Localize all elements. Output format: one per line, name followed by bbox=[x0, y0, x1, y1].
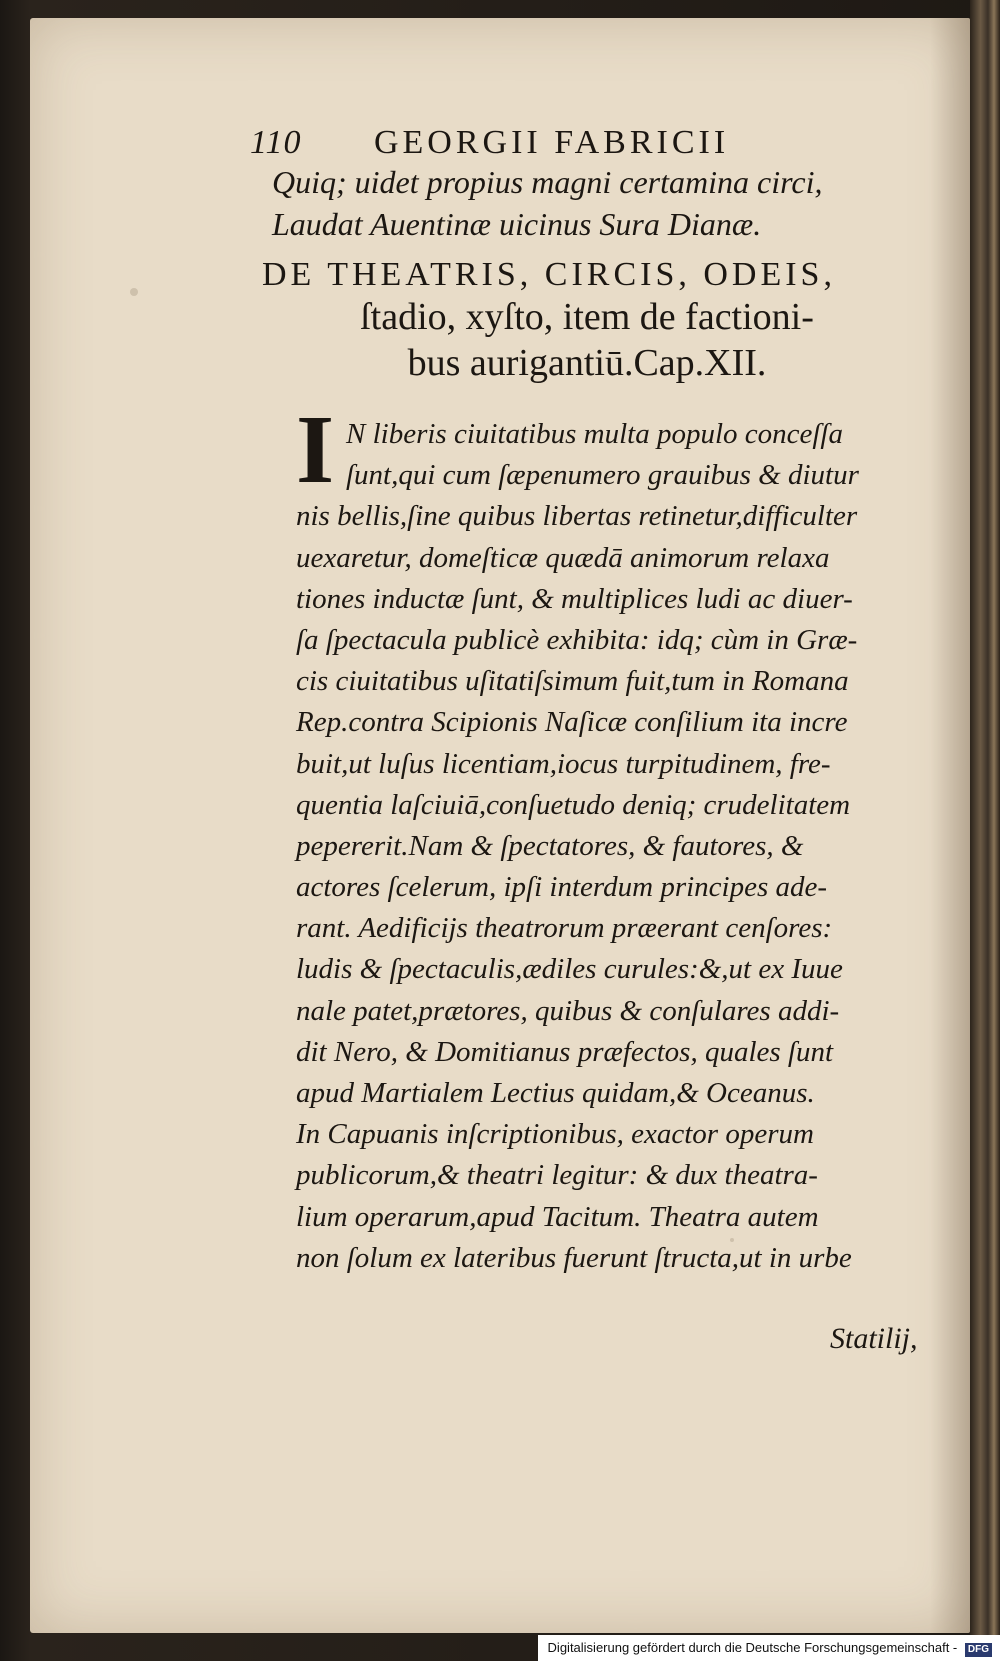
text-line: publicorum,& theatri legitur: & dux theatra- bbox=[296, 1159, 818, 1192]
text-line: tiones inductæ ſunt, & multiplices ludi ac diuer- bbox=[296, 582, 853, 615]
digitization-credit bbox=[538, 1635, 1000, 1661]
text-line: ſunt,qui cum ſæpenumero grauibus & diutur bbox=[346, 459, 859, 492]
text-line: In Capuanis inſcriptionibus, exactor operum bbox=[296, 1118, 814, 1151]
text-line: non ſolum ex lateribus fuerunt ſtructa,ut in urbe bbox=[296, 1241, 852, 1274]
text-line: quentia laſciuiā,conſuetudo deniq; crudelitatem bbox=[296, 788, 851, 821]
text-line: lium operarum,apud Tacitum. Theatra autem bbox=[296, 1200, 819, 1233]
text-line: nale patet,prætores, quibus & conſulares addi- bbox=[296, 994, 840, 1027]
chapter-heading bbox=[262, 256, 912, 386]
verse-line: Laudat Auentinæ uicinus Sura Dianæ. bbox=[272, 206, 762, 242]
text-line: Rep.contra Scipionis Naſicæ conſilium ita incre bbox=[296, 706, 848, 739]
credit-text: Digitalisierung gefördert durch die Deutsche Forschungsgemeinschaft - bbox=[547, 1640, 958, 1655]
text-line: buit,ut luſus licentiam,iocus turpitudinem, fre- bbox=[296, 747, 831, 780]
running-title: GEORGII FABRICII bbox=[373, 124, 730, 161]
verse-line: Quiq; uidet propius magni certamina circi, bbox=[272, 164, 823, 200]
drop-capital: I bbox=[296, 396, 335, 504]
gutter-shadow bbox=[930, 18, 970, 1633]
text-line: nis bellis,ſine quibus libertas retinetur,difficulter bbox=[296, 500, 858, 533]
text-line: rant. Aedificijs theatrorum præerant cenſores: bbox=[296, 912, 833, 945]
body-text bbox=[296, 414, 916, 1279]
text-line: uexaretur, domeſticæ quædā animorum relaxa bbox=[296, 541, 830, 574]
text-line: pepererit.Nam & ſpectatores, & fautores, & bbox=[296, 829, 804, 862]
text-line: cis ciuitatibus uſitatiſsimum fuit,tum in Romana bbox=[296, 665, 849, 698]
page-number: 110 bbox=[250, 124, 302, 161]
text-line: N liberis ciuitatibus multa populo conceſſa bbox=[346, 418, 843, 450]
book-edge bbox=[970, 0, 1000, 1661]
text-line: actores ſcelerum, ipſi interdum principes ade- bbox=[296, 871, 828, 904]
text-line: dit Nero, & Domitianus præfectos, quales ſunt bbox=[296, 1035, 834, 1068]
chapter-heading-line: DE THEATRIS, CIRCIS, ODEIS, bbox=[262, 256, 836, 293]
text-line: apud Martialem Lectius quidam,& Oceanus. bbox=[296, 1077, 815, 1109]
chapter-heading-line: ſtadio, xyſto, item de factioni- bbox=[360, 296, 814, 338]
chapter-heading-line: bus aurigantiū.Cap.XII. bbox=[407, 342, 767, 384]
paper-spot bbox=[130, 288, 138, 296]
dfg-logo-icon: DFG bbox=[965, 1643, 992, 1657]
text-line: ludis & ſpectaculis,ædiles curules:&,ut ex Iuue bbox=[296, 953, 843, 986]
running-header bbox=[250, 124, 890, 162]
catchword: Statilij, bbox=[830, 1322, 918, 1355]
text-line: ſa ſpectacula publicè exhibita: idq; cùm in Græ- bbox=[296, 623, 858, 656]
